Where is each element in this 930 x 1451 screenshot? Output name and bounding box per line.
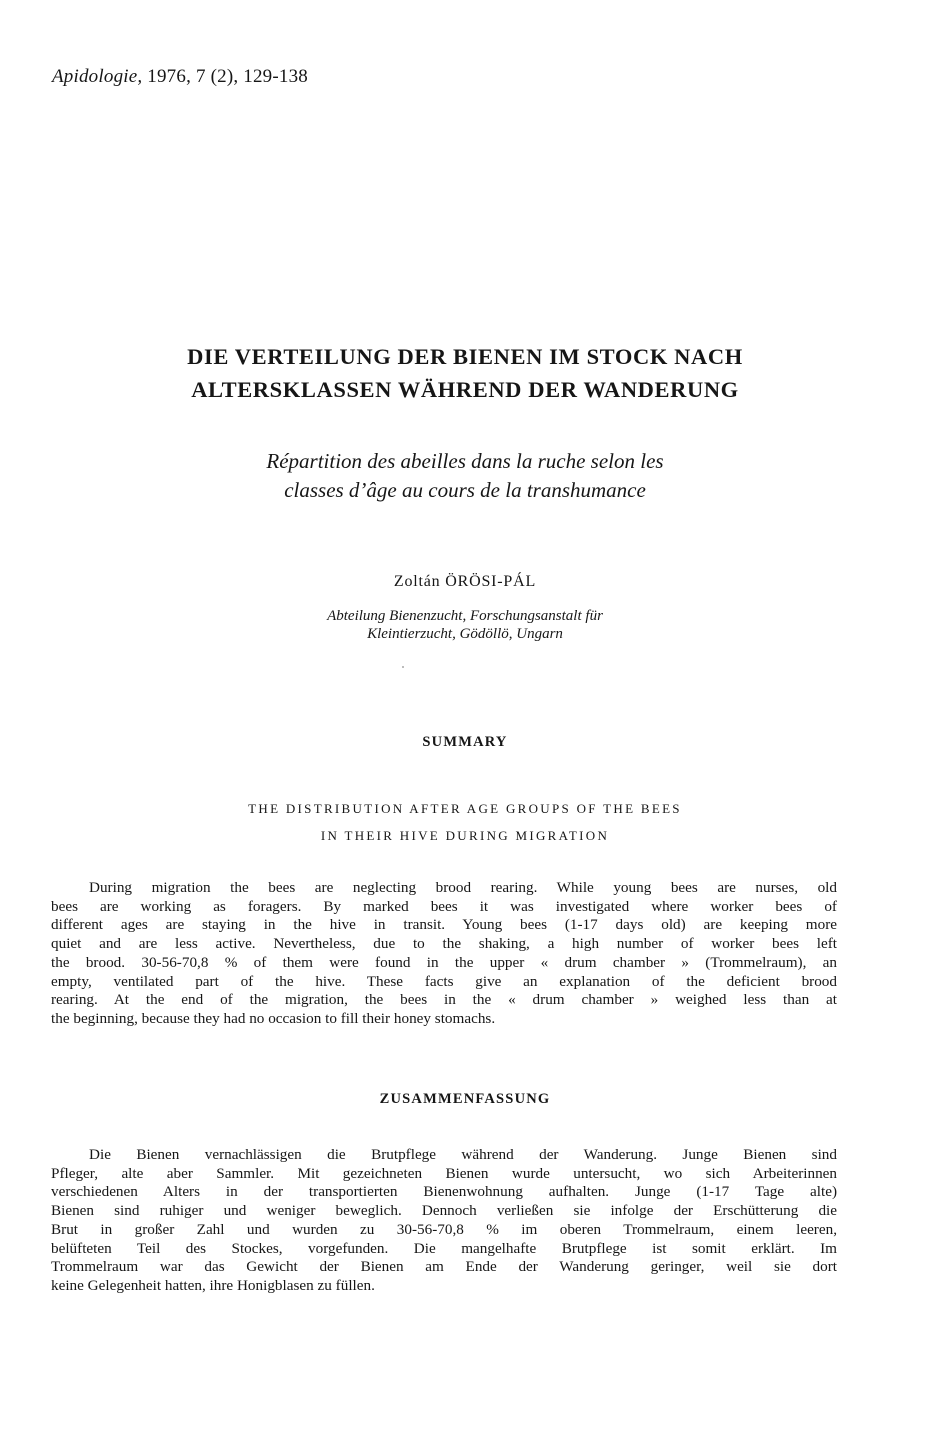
zusammenfassung-line: Pfleger, alte aber Sammler. Mit gezeichneten Bienen wurde untersucht, wo sich Arbeiterinnen xyxy=(51,1164,837,1182)
summary-paragraph xyxy=(51,879,837,1029)
zusammenfassung-line: Bienen sind ruhiger und weniger beweglich. Dennoch verließen sie infolge der Erschütterung die xyxy=(51,1202,837,1220)
zusammenfassung-paragraph xyxy=(51,1146,837,1296)
title-line-1: DIE VERTEILUNG DER BIENEN IM STOCK NACH xyxy=(187,344,743,369)
summary-line: different ages are staying in the hive in transit. Young bees (1-17 days old) are keeping more xyxy=(51,916,837,934)
author-name: Zoltán ÖRÖSI-PÁL xyxy=(393,573,537,590)
journal-name: Apidologie, xyxy=(52,66,143,87)
english-title-line-1: THE DISTRIBUTION AFTER AGE GROUPS OF THE BEES xyxy=(248,801,682,816)
journal-citation xyxy=(52,66,308,88)
zusammenfassung-line: keine Gelegenheit hatten, ihre Honigblasen zu füllen. xyxy=(51,1276,375,1294)
affiliation-line-2: Kleintierzucht, Gödöllö, Ungarn xyxy=(367,626,563,642)
citation-details: 1976, 7 (2), 129-138 xyxy=(142,66,309,87)
title-line-2: ALTERSKLASSEN WÄHREND DER WANDERUNG xyxy=(191,377,739,402)
summary-line: bees are working as foragers. By marked bees it was investigated where worker bees of xyxy=(51,897,837,915)
zusammenfassung-line: Trommelraum war das Gewicht der Bienen am Ende der Wanderung geringer, weil sie dort xyxy=(51,1258,837,1276)
summary-line: During migration the bees are neglecting brood rearing. While young bees are nurses, old xyxy=(89,879,837,896)
zusammenfassung-line: belüfteten Teil des Stockes, vorgefunden. Die mangelhafte Brutpflege ist somit erklärt. Im xyxy=(51,1239,837,1257)
summary-line: the brood. 30-56-70,8 % of them were found in the upper « drum chamber » (Trommelraum), an xyxy=(51,953,837,971)
summary-line: quiet and are less active. Nevertheless, due to the shaking, a high number of worker bees left xyxy=(51,935,837,953)
english-title-line-2: IN THEIR HIVE DURING MIGRATION xyxy=(320,828,610,843)
summary-line: empty, ventilated part of the hive. These facts give an explanation of the deficient brood xyxy=(51,972,837,990)
zusammenfassung-line: Brut in großer Zahl und wurden zu 30-56-70,8 % im oberen Trommelraum, einem leeren, xyxy=(51,1220,837,1238)
zusammenfassung-line: Die Bienen vernachlässigen die Brutpflege während der Wanderung. Junge Bienen sind xyxy=(89,1146,837,1163)
summary-heading: SUMMARY xyxy=(422,734,508,750)
paper-title xyxy=(60,340,870,406)
zusammenfassung-heading: ZUSAMMENFASSUNG xyxy=(379,1091,551,1107)
author-affiliation xyxy=(60,607,870,643)
french-title xyxy=(60,447,870,505)
zusammenfassung-line: verschiedenen Alters in der transportierten Bienenwohnung aufhalten. Junge (1-17 Tage alte) xyxy=(51,1183,837,1201)
english-title xyxy=(60,795,870,849)
french-title-line-1: Répartition des abeilles dans la ruche selon les xyxy=(266,449,664,473)
summary-line: the beginning, because they had no occasion to fill their honey stomachs. xyxy=(51,1009,496,1027)
french-title-line-2: classes d’âge au cours de la transhumance xyxy=(284,478,646,502)
summary-line: rearing. At the end of the migration, the bees in the « drum chamber » weighed less than at xyxy=(51,991,837,1009)
affiliation-line-1: Abteilung Bienenzucht, Forschungsanstalt für xyxy=(327,608,603,624)
scan-speck xyxy=(402,666,404,668)
